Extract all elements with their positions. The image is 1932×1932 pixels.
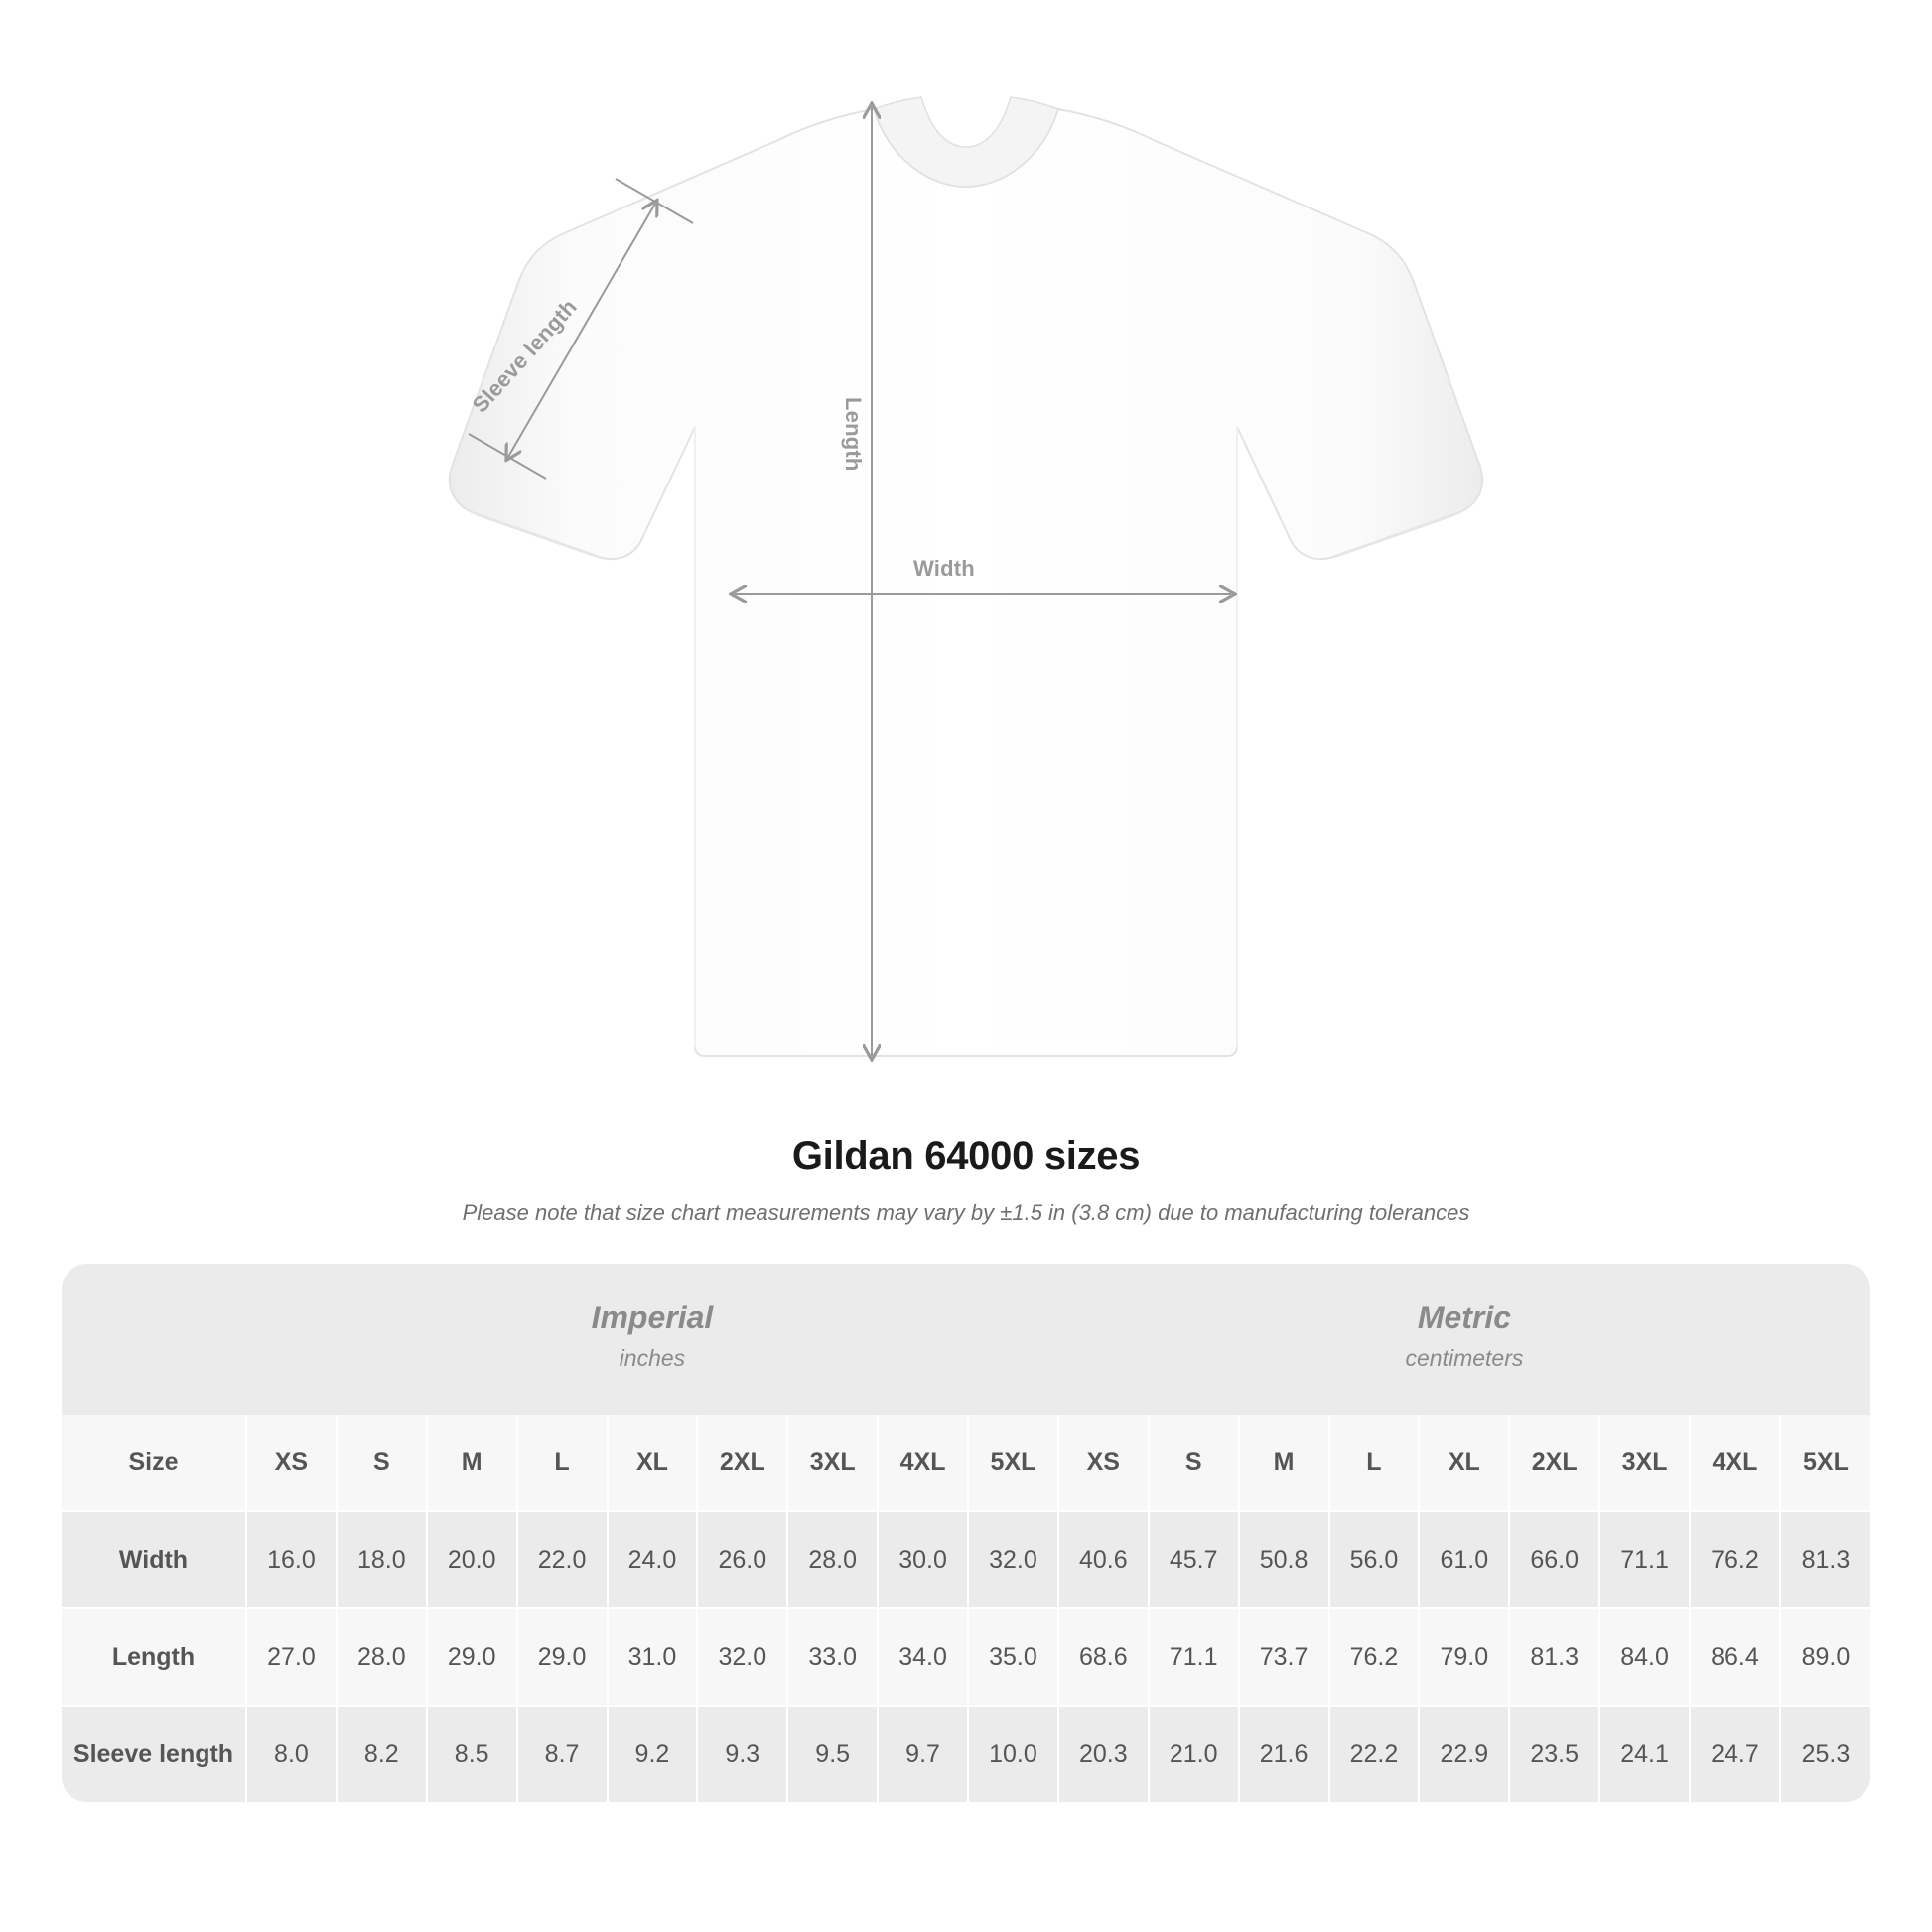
measurement-cell: 26.0 (697, 1511, 787, 1608)
table-row (62, 1608, 1870, 1706)
unit-title: Imperial (591, 1300, 714, 1336)
measurement-cell: 21.0 (1149, 1706, 1239, 1802)
title-block (0, 1134, 1932, 1226)
measurement-cell: 66.0 (1509, 1511, 1599, 1608)
measurement-row-label: Width (62, 1511, 246, 1608)
measurement-cell: 76.2 (1690, 1511, 1780, 1608)
width-label: Width (913, 556, 975, 581)
size-column-header: 4XL (1690, 1415, 1780, 1511)
measurement-cell: 34.0 (878, 1608, 968, 1706)
measurement-cell: 56.0 (1329, 1511, 1420, 1608)
page-title: Gildan 64000 sizes (791, 1134, 1141, 1177)
measurement-cell: 28.0 (787, 1511, 878, 1608)
size-column-header: XL (1419, 1415, 1509, 1511)
table-row (62, 1511, 1870, 1608)
measurement-cell: 8.5 (427, 1706, 517, 1802)
measurement-row-label: Sleeve length (62, 1706, 246, 1802)
measurement-cell: 45.7 (1149, 1511, 1239, 1608)
unit-header-imperial (246, 1264, 1058, 1415)
measurement-cell: 18.0 (337, 1511, 427, 1608)
size-column-header: L (1329, 1415, 1420, 1511)
measurement-cell: 9.7 (878, 1706, 968, 1802)
size-column-header: M (427, 1415, 517, 1511)
sleeve-length-label: Sleeve length (467, 294, 582, 418)
size-column-header: XS (1058, 1415, 1149, 1511)
size-column-header: XL (608, 1415, 698, 1511)
measurement-cell: 9.5 (787, 1706, 878, 1802)
measurement-cell: 24.1 (1599, 1706, 1690, 1802)
size-column-header: XS (246, 1415, 337, 1511)
measurement-cell: 29.0 (427, 1608, 517, 1706)
length-label: Length (841, 397, 866, 472)
measurement-cell: 22.0 (517, 1511, 608, 1608)
measurement-row-label: Length (62, 1608, 246, 1706)
size-column-header: 4XL (878, 1415, 968, 1511)
measurement-cell: 24.0 (608, 1511, 698, 1608)
size-column-header: 3XL (787, 1415, 878, 1511)
unit-header-metric (1058, 1264, 1870, 1415)
size-column-header: 5XL (1780, 1415, 1870, 1511)
measurement-cell: 76.2 (1329, 1608, 1420, 1706)
table-row (62, 1706, 1870, 1802)
measurement-cell: 9.2 (608, 1706, 698, 1802)
measurement-cell: 29.0 (517, 1608, 608, 1706)
measurement-cell: 35.0 (968, 1608, 1058, 1706)
size-header-row (62, 1415, 1870, 1511)
measurement-cell: 73.7 (1239, 1608, 1329, 1706)
measurement-cell: 81.3 (1509, 1608, 1599, 1706)
unit-row-spacer (62, 1264, 246, 1415)
measurement-cell: 50.8 (1239, 1511, 1329, 1608)
measurement-cell: 16.0 (246, 1511, 337, 1608)
unit-title: Metric (1417, 1300, 1512, 1336)
measurement-cell: 28.0 (337, 1608, 427, 1706)
measurement-cell: 22.2 (1329, 1706, 1420, 1802)
measurement-cell: 8.7 (517, 1706, 608, 1802)
size-column-header: 3XL (1599, 1415, 1690, 1511)
measurement-cell: 27.0 (246, 1608, 337, 1706)
unit-header-row (62, 1264, 1870, 1415)
measurement-cell: 86.4 (1690, 1608, 1780, 1706)
size-column-header: S (337, 1415, 427, 1511)
measurement-cell: 9.3 (697, 1706, 787, 1802)
measurement-cell: 32.0 (968, 1511, 1058, 1608)
tolerance-note: Please note that size chart measurements may vary by ±1.5 in (3.8 cm) due to manufacturing tolerances (462, 1200, 1470, 1225)
size-column-header: 2XL (697, 1415, 787, 1511)
measurement-cell: 30.0 (878, 1511, 968, 1608)
measurement-cell: 10.0 (968, 1706, 1058, 1802)
measurement-cell: 23.5 (1509, 1706, 1599, 1802)
measurement-cell: 20.3 (1058, 1706, 1149, 1802)
measurement-cell: 21.6 (1239, 1706, 1329, 1802)
size-table (62, 1264, 1870, 1802)
measurement-cell: 89.0 (1780, 1608, 1870, 1706)
unit-subtitle: inches (619, 1345, 686, 1372)
measurement-cell: 24.7 (1690, 1706, 1780, 1802)
measurement-cell: 40.6 (1058, 1511, 1149, 1608)
size-column-header: M (1239, 1415, 1329, 1511)
size-column-header: 2XL (1509, 1415, 1599, 1511)
measurement-cell: 31.0 (608, 1608, 698, 1706)
measurement-cell: 32.0 (697, 1608, 787, 1706)
size-table-wrapper (62, 1264, 1870, 1802)
measurement-cell: 20.0 (427, 1511, 517, 1608)
measurement-cell: 84.0 (1599, 1608, 1690, 1706)
size-column-header: 5XL (968, 1415, 1058, 1511)
unit-subtitle: centimeters (1405, 1345, 1524, 1372)
measurement-cell: 68.6 (1058, 1608, 1149, 1706)
size-column-header: L (517, 1415, 608, 1511)
measurement-cell: 61.0 (1419, 1511, 1509, 1608)
measurement-cell: 8.2 (337, 1706, 427, 1802)
measurement-cell: 8.0 (246, 1706, 337, 1802)
measurement-cell: 81.3 (1780, 1511, 1870, 1608)
measurement-cell: 79.0 (1419, 1608, 1509, 1706)
measurement-cell: 33.0 (787, 1608, 878, 1706)
measurement-cell: 25.3 (1780, 1706, 1870, 1802)
measurement-cell: 71.1 (1149, 1608, 1239, 1706)
measurement-cell: 71.1 (1599, 1511, 1690, 1608)
size-header-label: Size (62, 1415, 246, 1511)
measurement-cell: 22.9 (1419, 1706, 1509, 1802)
size-column-header: S (1149, 1415, 1239, 1511)
